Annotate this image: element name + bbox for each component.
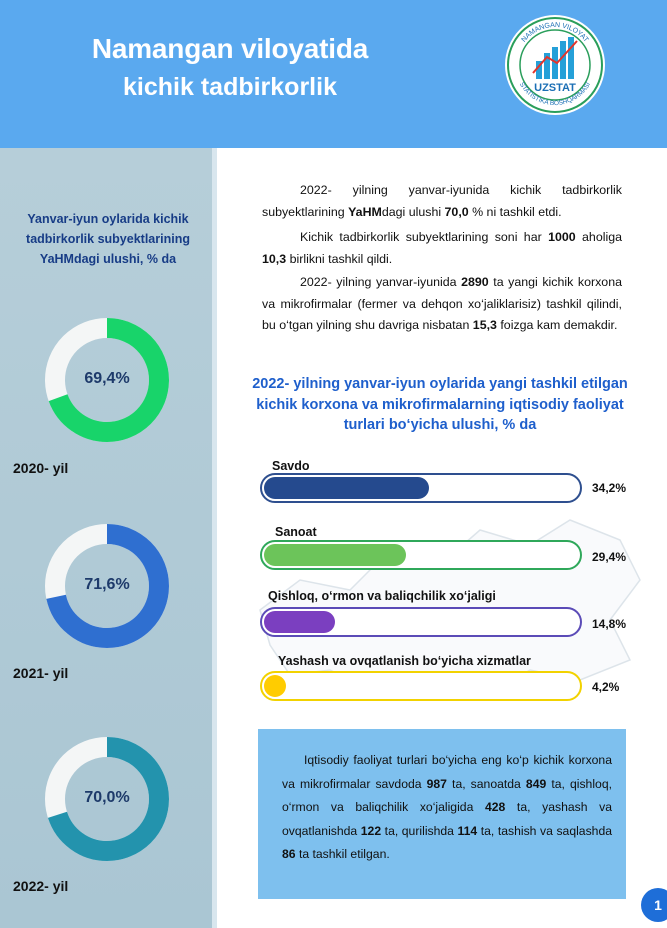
p2-bold-value: 10,3 — [262, 251, 287, 266]
bar-track-sanoat — [260, 540, 582, 570]
bar-fill-yashash — [264, 675, 286, 697]
bar-value-sanoat: 29,4% — [592, 550, 627, 564]
bar-label-qishloq: Qishloq, o‘rmon va baliqchilik xo‘jaligi — [268, 589, 496, 603]
logo-brand: UZSTAT — [534, 82, 576, 94]
bar-track-savdo — [260, 473, 582, 503]
summary-note-text — [282, 749, 612, 867]
bar-fill-savdo — [264, 477, 429, 499]
bar-fill-qishloq — [264, 611, 335, 633]
bar-label-sanoat: Sanoat — [275, 525, 317, 539]
bar-label-savdo: Savdo — [272, 459, 310, 473]
note-seg-6: ta, tashish va saqlashda — [477, 823, 613, 838]
paragraph-share — [262, 180, 622, 223]
note-num-428: 428 — [484, 800, 506, 814]
chart-title: 2022- yilning yanvar-iyun oylarida yangi tashkil etilgan kichik korxona va mikrofirmalarning iqtisodiy faoliyat turlari bo‘yicha ulushi, % da — [252, 376, 628, 433]
logo-ring-bottom: STATISTIKA BOSHQARMASI — [517, 81, 593, 108]
note-seg-1: Iqtisodiy faoliyat turlari bo‘yicha eng ko‘p kichik korxona va mikrofirmalar savdoda — [282, 753, 612, 791]
donut-2021 — [43, 522, 171, 650]
note-num-987: 987 — [426, 776, 447, 791]
left-panel-divider — [212, 148, 217, 928]
note-num-849: 849 — [525, 776, 547, 791]
p3-text-a: 2022- yilning yanvar-iyunida — [300, 275, 462, 289]
bar-value-qishloq: 14,8% — [592, 617, 627, 631]
page-subtitle: kichik tadbirkorlik — [123, 73, 337, 101]
left-panel — [0, 148, 212, 928]
donut-value-2020: 69,4% — [84, 370, 130, 387]
note-seg-4: ta, yashash va ovqatlanishda — [282, 800, 612, 838]
p3-bold-2890: 2890 — [461, 275, 489, 289]
paragraph-count — [262, 227, 622, 270]
p1-text-e: % ni tashkil etdi. — [468, 204, 562, 219]
year-2022: 2022- yil — [13, 878, 69, 894]
p2-bold-1000: 1000 — [548, 230, 576, 244]
note-seg-2: ta, sanoatda — [446, 776, 526, 791]
donut-2020 — [43, 316, 171, 444]
p2-text-c: aholiga — [575, 230, 622, 244]
note-seg-5: ta, qurilishda — [381, 823, 458, 838]
note-num-114: 114 — [457, 823, 478, 838]
header-banner — [0, 0, 667, 148]
bar-fill-sanoat — [264, 544, 406, 566]
donut-2022 — [43, 735, 171, 863]
uzstat-logo — [503, 13, 607, 117]
p3-bold-value: 15,3 — [472, 318, 497, 332]
p1-bold-yahm: YaHM — [348, 204, 382, 219]
p1-text-a: 2022- yilning yanvar-iyunida kichik tadbirkorlik subyektlarining — [262, 183, 622, 219]
bar-label-yashash: Yashash va ovqatlanish bo‘yicha xizmatlar — [278, 654, 531, 668]
bar-track-yashash — [260, 671, 582, 701]
left-panel-title: Yanvar-iyun oylarida kichik tadbirkorlik subyektlarining YaHMdagi ulushi, % da — [26, 212, 190, 266]
p3-text-c: ta yangi kichik korxona va mikrofirmalar (fermer va dehqon xo‘jaliklarisiz) tashkil qilindi, bu o‘tgan yilning shu davriga nisbatan — [262, 275, 622, 332]
p1-bold-value: 70,0 — [444, 204, 469, 219]
donut-value-2022: 70,0% — [84, 789, 130, 806]
logo-ring-top: NAMANGAN VILOYAT — [520, 21, 590, 44]
paragraph-new-firms — [262, 272, 622, 337]
bar-value-savdo: 34,2% — [592, 481, 627, 495]
p3-text-e: foizga kam demakdir. — [496, 318, 618, 332]
page-number: 1 — [641, 888, 667, 922]
p1-text-c: dagi ulushi — [381, 204, 445, 219]
note-seg-3: ta, qishloq, o‘rmon va baliqchilik xo‘jaligida — [282, 776, 612, 814]
p2-text-e: birlikni tashkil qildi. — [286, 251, 393, 266]
note-seg-7: ta tashkil etilgan. — [295, 847, 390, 861]
donut-value-2021: 71,6% — [84, 576, 130, 593]
note-num-122: 122 — [360, 823, 382, 838]
bar-track-qishloq — [260, 607, 582, 637]
summary-note-box — [258, 729, 626, 899]
bar-value-yashash: 4,2% — [592, 680, 620, 694]
p2-text-a: Kichik tadbirkorlik subyektlarining soni har — [300, 230, 549, 244]
note-num-86: 86 — [282, 847, 296, 861]
year-2020: 2020- yil — [13, 460, 69, 476]
page-title: Namangan viloyatida — [91, 33, 369, 64]
year-2021: 2021- yil — [13, 665, 69, 681]
